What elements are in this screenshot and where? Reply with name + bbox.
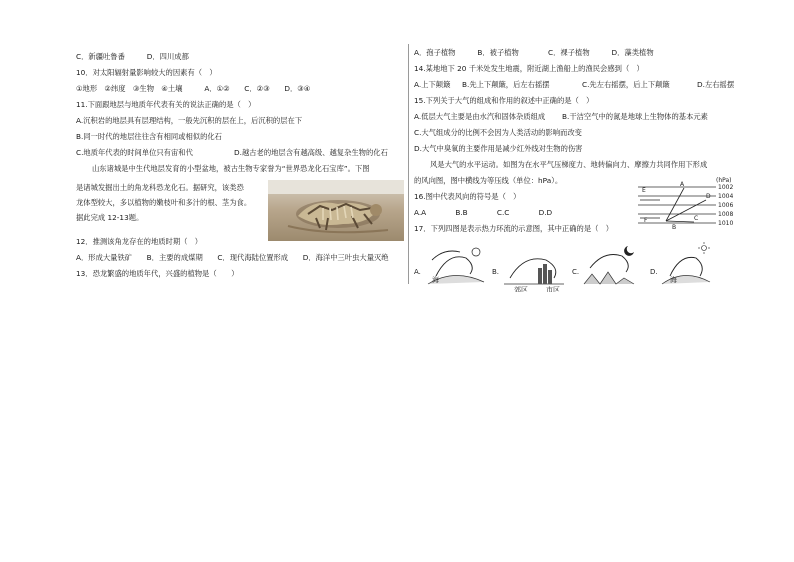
isobar-1002: 1002 [718, 184, 734, 191]
isobar-1010: 1010 [718, 220, 734, 227]
circulation-option-d: D. [650, 268, 658, 276]
point-f: F [644, 217, 648, 224]
circulation-option-b: B. [492, 268, 500, 276]
dinosaur-fossil-photo [268, 180, 404, 241]
isobar-1006: 1006 [718, 202, 734, 209]
point-e: E [642, 187, 646, 194]
wind-material-line-2: 的风向图，图中横线为等压线（单位：hPa）。 [414, 176, 563, 185]
q14-option-a: A.上下颠簸 [414, 80, 451, 89]
q11-option-a: A.沉积岩的地层具有层理结构，一般先沉积的层在上，后沉积的层在下 [76, 116, 303, 125]
isobar-wind-figure [636, 176, 746, 230]
q10-stem: 10．对太阳辐射量影响较大的因素有（ ） [76, 68, 217, 77]
material-line-2: 是诸城发掘出土的角龙科恐龙化石。据研究，该类恐 [76, 183, 244, 192]
isobar-unit: (hPa) [716, 177, 732, 184]
q15-option-c: C.大气组成分的比例不会因为人类活动的影响而改变 [414, 128, 582, 137]
circulation-label-sea-d: 海 [670, 276, 677, 284]
q15-stem: 15.下列关于大气的组成和作用的叙述中正确的是（ ） [414, 96, 594, 105]
circulation-label-suburb: 郊区 [514, 286, 528, 292]
thermal-circulation-figure [414, 238, 714, 292]
q12-options: A．形成大量铁矿 B．主要的成煤期 C．现代海陆位置形成 D．海洋中三叶虫大量灭绝 [76, 253, 389, 262]
q12-stem: 12．推测该角龙存在的地质时期（ ） [76, 237, 203, 246]
q11-stem: 11.下面跟地层与地质年代表有关的说法正确的是（ ） [76, 100, 256, 109]
q11-option-c: C.地质年代表的时间单位只有宙和代 [76, 148, 193, 157]
material-line-4: 据此完成 12-13题。 [76, 213, 144, 222]
q11-option-b: B.同一时代的地层往往含有相同或相似的化石 [76, 132, 222, 141]
q15-option-a: A.低层大气主要是由水汽和固体杂质组成 [414, 112, 546, 121]
q9-options: C．新疆吐鲁番 D．四川成都 [76, 52, 189, 61]
circulation-label-city: 市区 [546, 286, 560, 292]
material-line-3: 龙体型较大，多以植物的嫩枝叶和多汁的根、茎为食。 [76, 198, 252, 207]
point-b: B [672, 224, 677, 230]
isobar-1004: 1004 [718, 193, 734, 200]
q14-stem: 14.某地地下 20 千米处发生地震，附近湖上渔船上的渔民会感到（ ） [414, 64, 644, 73]
circulation-option-c: C. [572, 268, 580, 276]
point-c: C [694, 215, 699, 222]
q13-options: A．孢子植物 B．被子植物 C．裸子植物 D．藻类植物 [414, 48, 654, 57]
q14-option-d: D.左右摇摆 [697, 80, 735, 89]
q17-stem: 17．下列四图是表示热力环流的示意图，其中正确的是（ ） [414, 224, 614, 233]
q10-options: ①地形 ②纬度 ③生物 ④土壤 A．①② C．②③ D．③④ [76, 84, 311, 93]
q11-option-d: D.越古老的地层含有越高级、越复杂生物的化石 [234, 148, 388, 157]
material-line-1: 山东诸城是中生代地层发育的小型盆地，被古生物专家誉为“世界恐龙化石宝库”。下图 [92, 164, 370, 173]
q14-option-b: B.先上下颠簸，后左右摇摆 [462, 80, 550, 89]
q15-option-b: B.干洁空气中的氮是地球上生物体的基本元素 [562, 112, 708, 121]
isobar-1008: 1008 [718, 211, 734, 218]
circulation-option-a: A. [414, 268, 421, 276]
q14-option-c: C.先左右摇摆，后上下颠簸 [582, 80, 670, 89]
q16-stem: 16.图中代表风向的符号是（ ） [414, 192, 521, 201]
point-d: D [706, 193, 711, 200]
point-a: A [680, 181, 685, 188]
q13-stem: 13．恐龙繁盛的地质年代，兴盛的植物是（ ） [76, 269, 239, 278]
column-divider [408, 44, 409, 284]
q15-option-d: D.大气中臭氧的主要作用是减少红外线对生物的伤害 [414, 144, 583, 153]
wind-material-line-1: 风是大气的水平运动。如图为在水平气压梯度力、地转偏向力、摩擦力共同作用下形成 [430, 160, 708, 169]
q16-options: A.A B.B C.C D.D [414, 208, 553, 217]
circulation-label-sea-a: 海 [432, 276, 439, 284]
